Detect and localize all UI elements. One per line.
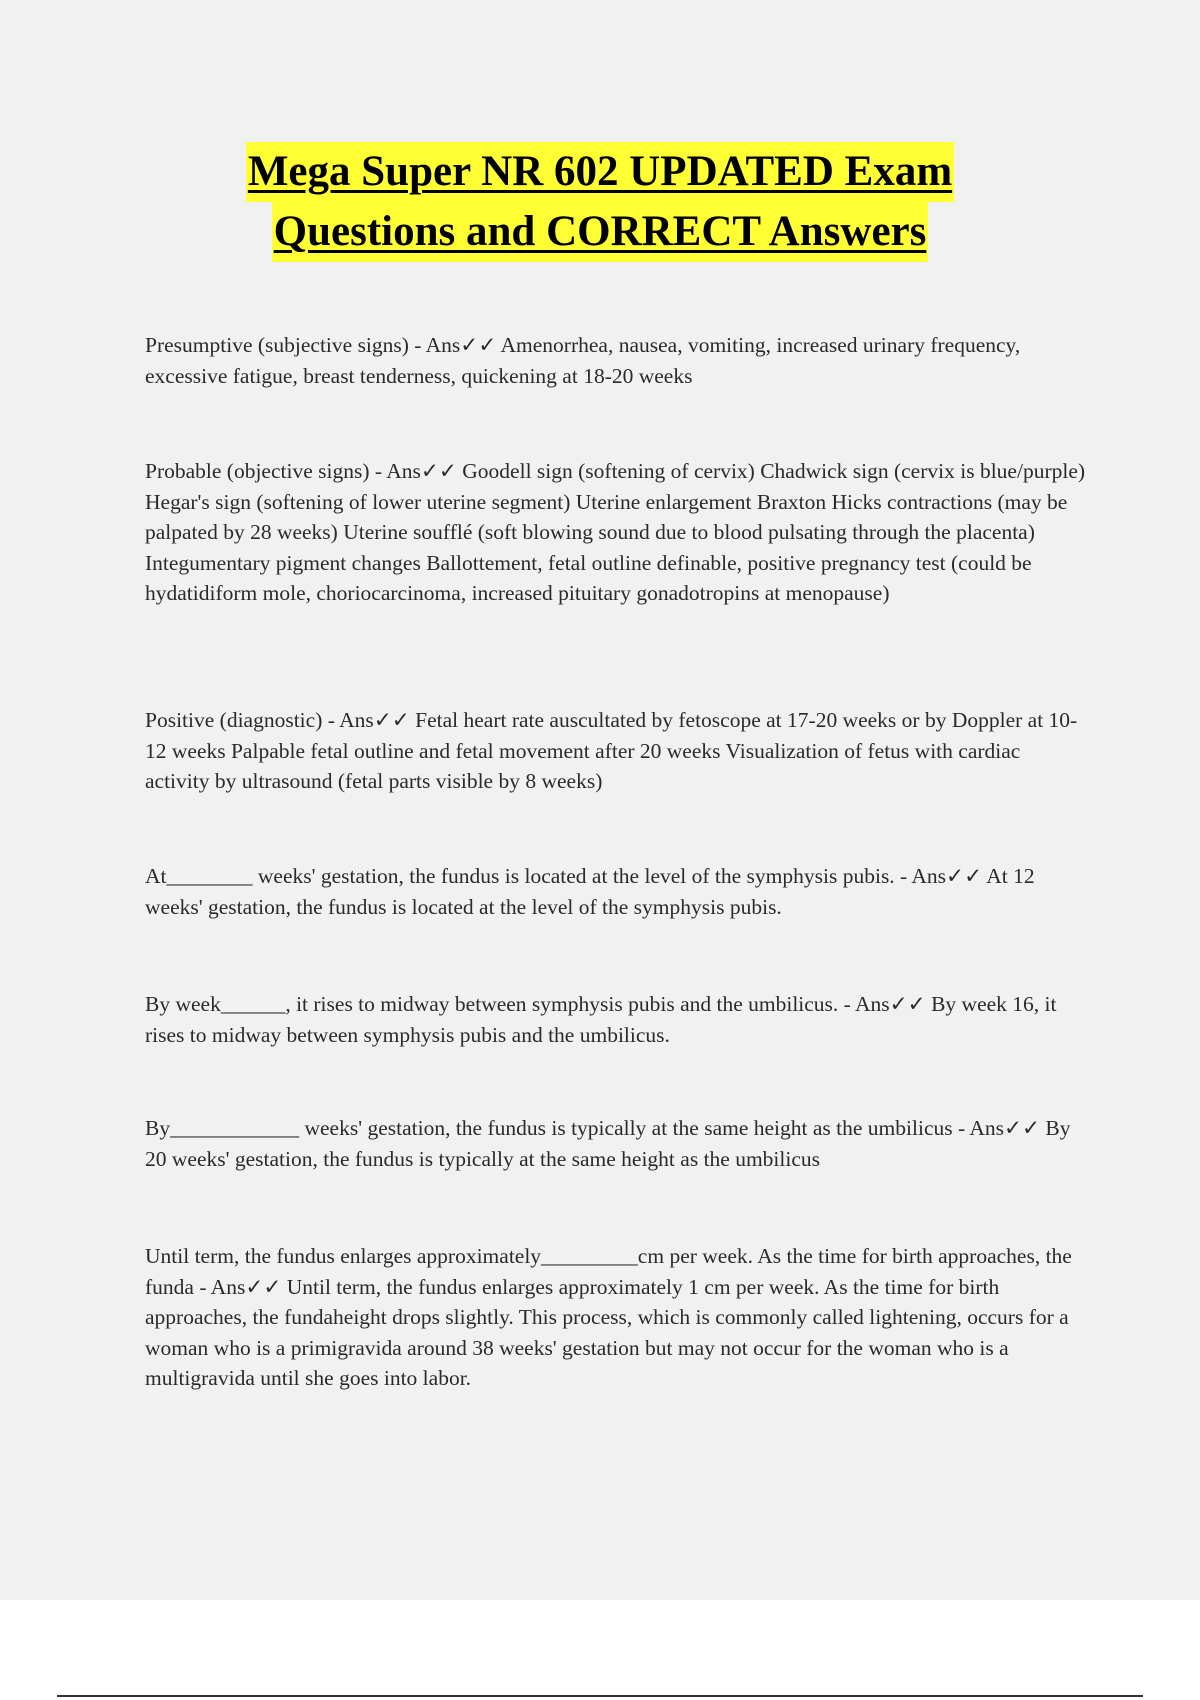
footer-rule [57, 1695, 1143, 1697]
qa-item-fundus-12-weeks: At________ weeks' gestation, the fundus is located at the level of the symphysis pubis. - Ans✓✓ At 12 weeks' gestation, the fundus is located at the level of the symphysis pubis. [145, 864, 1035, 919]
qa-item-probable: Probable (objective signs) - Ans✓✓ Goodell sign (softening of cervix) Chadwick sign (cervix is blue/purple) Hegar's sign (softening of lower uterine segment) Uterine enlargement Braxton Hicks contractions (may be palpated by 28 weeks) Uterine soufflé (soft blowing sound due to blood pulsating through the placenta) Integumentary pigment changes Ballottement, fetal outline definable, positive pregnancy test (could be hydatidiform mole, choriocarcinoma, increased pituitary gonadotropins at menopause) [145, 459, 1086, 605]
qa-item-fundus-20-weeks: By____________ weeks' gestation, the fundus is typically at the same height as the umbilicus - Ans✓✓ By 20 weeks' gestation, the fundus is typically at the same height as the umbilicus [145, 1116, 1071, 1171]
qa-item-positive: Positive (diagnostic) - Ans✓✓ Fetal heart rate auscultated by fetoscope at 17-20 weeks or by Doppler at 10-12 weeks Palpable fetal outline and fetal movement after 20 weeks Visualization of fetus with cardiac activity by ultrasound (fetal parts visible by 8 weeks) [145, 708, 1078, 793]
title-line-1: Mega Super NR 602 UPDATED Exam [246, 142, 954, 202]
qa-item-fundus-16-weeks: By week______, it rises to midway between symphysis pubis and the umbilicus. - Ans✓✓ By week 16, it rises to midway between symphysis pubis and the umbilicus. [145, 992, 1057, 1047]
document-title [0, 142, 1200, 262]
title-line-2: Questions and CORRECT Answers [272, 202, 929, 262]
qa-item-fundus-growth: Until term, the fundus enlarges approximately_________cm per week. As the time for birth approaches, the funda - Ans✓✓ Until term, the fundus enlarges approximately 1 cm per week. As the time for birth approaches, the fundaheight drops slightly. This process, which is commonly called lightening, occurs for a woman who is a primigravida around 38 weeks' gestation but may not occur for the woman who is a multigravida until she goes into labor. [145, 1244, 1072, 1390]
qa-item-presumptive: Presumptive (subjective signs) - Ans✓✓ Amenorrhea, nausea, vomiting, increased urinary frequency, excessive fatigue, breast tenderness, quickening at 18-20 weeks [145, 333, 1021, 388]
